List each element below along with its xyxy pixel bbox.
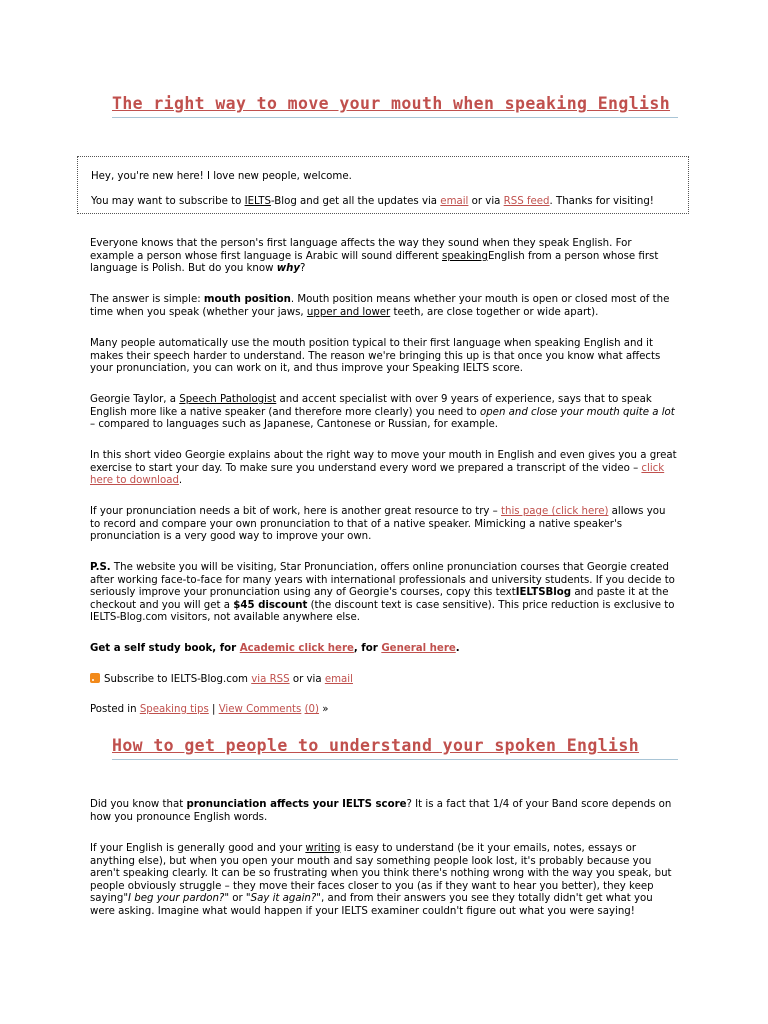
paragraph-pronunciation-score: Did you know that pronunciation affects your IELTS score? It is a fact that 1/4 of your Band score depends on how you pronounce English words. — [90, 799, 672, 823]
paragraph-speaking-clearly: If your English is generally good and your writing is easy to understand (be it your emails, notes, essays or anything else), but when you open your mouth and say something people look lost, it's probably because you aren't speaking clearly. It can be so frustrating when you think there's nothing wrong with the way you speak, but people obviously struggle – they move their faces closer to you (as if they want to hear you better), they keep saying"I beg your pardon?" or "Say it again?", and from their answers you see they totally didn't get what you were asking. Imagine what would happen if your IELTS examiner couldn't figure out what you were saying! — [90, 843, 672, 917]
general-link[interactable]: General here — [381, 643, 456, 654]
welcome-greeting: Hey, you're new here! I love new people, welcome. — [91, 171, 352, 182]
email-link[interactable]: email — [440, 195, 469, 207]
welcome-subscribe-line: You may want to subscribe to IELTS-Blog and get all the updates via email or via RSS feed. Thanks for visiting! — [91, 195, 654, 207]
paragraph-resource: If your pronunciation needs a bit of work, here is another great resource to try – this page (click here) allows you to record and compare your own pronunciation to that of a native speaker. Mimicking a native speaker's pronunciation is a very good way to improve your own. — [90, 506, 666, 543]
post2-title — [112, 735, 678, 760]
this-page-link[interactable]: this page (click here) — [501, 506, 609, 517]
ielts-link[interactable]: IELTS — [244, 195, 271, 207]
paragraph-automatic: Many people automatically use the mouth position typical to their first language when speaking English and it makes their speech harder to understand. The reason we're bringing this up is that once you know what affects your pronunciation, you can work on it, and thus improve your Speaking IELTS score. — [90, 338, 661, 375]
comment-count-link[interactable]: (0) — [304, 704, 320, 715]
posted-in-line: Posted in Speaking tips | View Comments (0) » — [90, 704, 329, 715]
speech-pathologist-link[interactable]: Speech Pathologist — [179, 394, 277, 405]
post2-title-link[interactable]: How to get people to understand your spoken English — [112, 736, 640, 755]
rss-feed-link[interactable]: RSS feed — [503, 195, 550, 207]
speaking-link[interactable]: speaking — [442, 250, 488, 262]
subscribe-line: Subscribe to IELTS-Blog.com via RSS or via email — [90, 673, 678, 687]
paragraph-mouth-position: The answer is simple: mouth position. Mouth position means whether your mouth is open or closed most of the time when you speak (whether your jaws, upper and lower teeth, are close together or wide apart). — [90, 294, 670, 318]
category-link[interactable]: Speaking tips — [139, 704, 209, 715]
teeth-link[interactable]: upper and lower — [306, 306, 391, 318]
welcome-box — [77, 156, 689, 214]
paragraph-video: In this short video Georgie explains about the right way to move your mouth in English and even gives you a great exercise to start your day. To make sure you understand every word we prepared a transcript of the video – click here to download. — [90, 450, 677, 487]
writing-link[interactable]: writing — [305, 843, 341, 854]
paragraph-ps: P.S. The website you will be visiting, Star Pronunciation, offers online pronunciation courses that Georgie created after working face-to-face for many years with international professionals and university students. If you decide to seriously improve your pronunciation using any of Georgie's courses, copy this textIELTSBlog and paste it at the checkout and you will get a $45 discount (the discount text is case sensitive). This price reduction is exclusive to IELTS-Blog.com visitors, not available anywhere else. — [90, 562, 675, 624]
subscribe-email-link[interactable]: email — [324, 674, 353, 685]
post-title-link[interactable]: The right way to move your mouth when speaking English — [112, 94, 671, 113]
rss-icon[interactable] — [90, 673, 100, 683]
via-rss-link[interactable]: via RSS — [251, 674, 290, 685]
view-comments-link[interactable]: View Comments — [218, 704, 302, 715]
paragraph-georgie: Georgie Taylor, a Speech Pathologist and accent specialist with over 9 years of experience, says that to speak English more like a native speaker (and therefore more clearly) you need to open and close your mouth quite a lot – compared to languages such as Japanese, Cantonese or Russian, for example. — [90, 394, 675, 431]
post-title — [112, 93, 678, 118]
paragraph-first-language: Everyone knows that the person's first language affects the way they sound when they speak English. For example a person whose first language is Arabic will sound different speakingEnglish from a person whose first language is Polish. But do you know why? — [90, 238, 659, 275]
paragraph-study-book: Get a self study book, for Academic click here, for General here. — [90, 643, 460, 654]
download-transcript-link[interactable]: click here to download — [90, 462, 665, 487]
academic-link[interactable]: Academic click here — [239, 643, 354, 654]
post2-title-block — [90, 735, 678, 760]
post-title-block — [90, 93, 678, 118]
